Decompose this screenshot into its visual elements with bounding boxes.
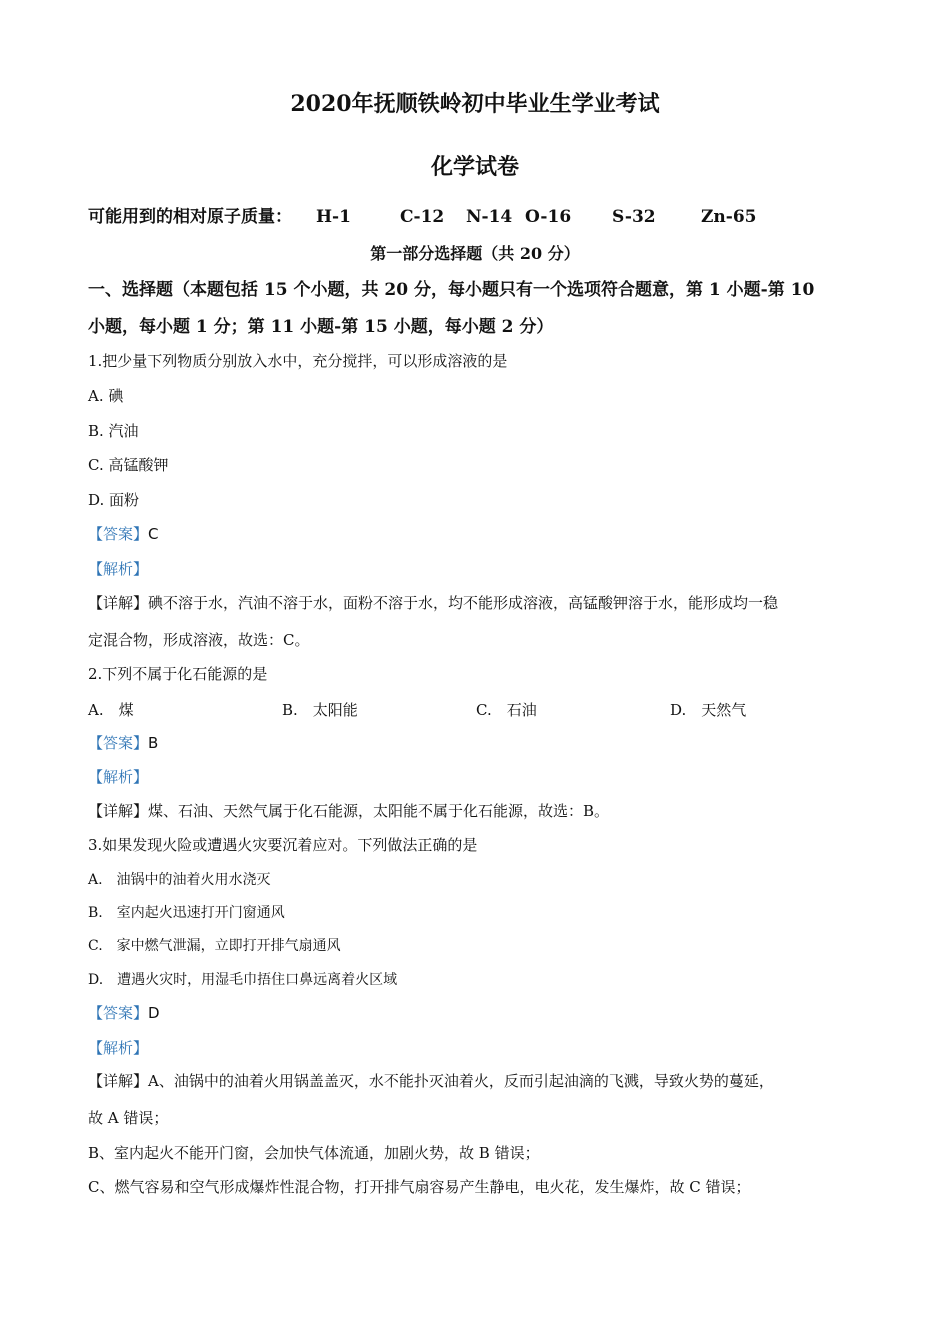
exam-subtitle: 化学试卷 xyxy=(430,154,519,180)
q3-detail-text: A、油锅中的油着火用锅盖盖灭，水不能扑灭油着火，反而引起油滴的飞溅，导致火势的蔓延， xyxy=(148,1072,774,1090)
q1-analysis-label: 【解析】 xyxy=(88,560,149,578)
section-instruction-line1: 一、选择题（本题包括 15 个小题，共 20 分，每小题只有一个选项符合题意，第 1 小题-第 10 xyxy=(88,280,815,300)
q2-option-a: A. 煤 xyxy=(88,701,134,719)
q2-detail-line1 xyxy=(88,801,609,821)
q1-option-b: B. 汽油 xyxy=(88,422,139,440)
atomic-mass-s: S-32 xyxy=(612,207,656,227)
q1-stem: 1.把少量下列物质分别放入水中，充分搅拌，可以形成溶液的是 xyxy=(88,352,508,370)
atomic-mass-c: C-12 xyxy=(400,207,445,227)
q1-answer-label: 【答案】 xyxy=(88,525,149,543)
q2-option-c: C. 石油 xyxy=(476,701,537,719)
q3-answer xyxy=(88,1003,160,1023)
exam-title: 2020年抚顺铁岭初中毕业生学业考试 xyxy=(290,91,660,117)
q1-answer xyxy=(88,524,159,544)
q3-answer-value: D xyxy=(148,1004,160,1022)
q2-answer-value: B xyxy=(148,734,159,752)
q1-detail-line1 xyxy=(88,593,778,613)
q3-option-b: B. 室内起火迅速打开门窗通风 xyxy=(88,905,285,921)
q3-detail-line2: 故 A 错误； xyxy=(88,1109,169,1127)
q3-detail-line1 xyxy=(88,1071,774,1091)
q2-analysis-label: 【解析】 xyxy=(88,768,149,786)
atomic-mass-n: N-14 xyxy=(466,207,513,227)
atomic-mass-o: O-16 xyxy=(525,207,572,227)
q2-detail-text: 煤、石油、天然气属于化石能源，太阳能不属于化石能源，故选：B。 xyxy=(148,802,610,820)
q2-option-d: D. 天然气 xyxy=(670,701,747,719)
q3-option-d: D. 遭遇火灾时，用湿毛巾捂住口鼻远离着火区域 xyxy=(88,972,398,988)
q2-option-b: B. 太阳能 xyxy=(282,701,358,719)
q3-answer-label: 【答案】 xyxy=(88,1004,149,1022)
atomic-mass-label: 可能用到的相对原子质量： xyxy=(88,207,292,227)
q1-detail-label: 【详解】 xyxy=(88,594,149,612)
q1-option-c: C. 高锰酸钾 xyxy=(88,456,169,474)
q2-stem: 2.下列不属于化石能源的是 xyxy=(88,665,268,683)
atomic-mass-line xyxy=(88,206,292,228)
section-instruction-line2: 小题，每小题 1 分；第 11 小题-第 15 小题，每小题 2 分） xyxy=(88,317,554,337)
q3-detail-line3: B、室内起火不能开门窗，会加快气体流通，加剧火势，故 B 错误； xyxy=(88,1144,540,1162)
q1-answer-value: C xyxy=(148,525,159,543)
q3-option-c: C. 家中燃气泄漏，立即打开排气扇通风 xyxy=(88,938,341,954)
atomic-mass-zn: Zn-65 xyxy=(701,207,757,227)
q3-analysis-label: 【解析】 xyxy=(88,1039,149,1057)
q3-stem: 3.如果发现火险或遭遇火灾要沉着应对。下列做法正确的是 xyxy=(88,836,478,854)
atomic-mass-h: H-1 xyxy=(316,207,351,227)
q2-answer-label: 【答案】 xyxy=(88,734,149,752)
q2-detail-label: 【详解】 xyxy=(88,802,149,820)
q3-option-a: A. 油锅中的油着火用水浇灭 xyxy=(88,872,271,888)
q1-option-d: D. 面粉 xyxy=(88,491,140,509)
q3-detail-label: 【详解】 xyxy=(88,1072,149,1090)
q3-detail-line4: C、燃气容易和空气形成爆炸性混合物，打开排气扇容易产生静电，电火花，发生爆炸，故 C 错误； xyxy=(88,1178,751,1196)
q1-option-a: A. 碘 xyxy=(88,387,124,405)
q1-detail-line2: 定混合物，形成溶液，故选：C。 xyxy=(88,631,310,649)
q1-detail-text: 碘不溶于水，汽油不溶于水，面粉不溶于水，均不能形成溶液，高锰酸钾溶于水，能形成均一稳 xyxy=(148,594,779,612)
part-title: 第一部分选择题（共 20 分） xyxy=(370,244,580,263)
q2-answer xyxy=(88,733,158,753)
